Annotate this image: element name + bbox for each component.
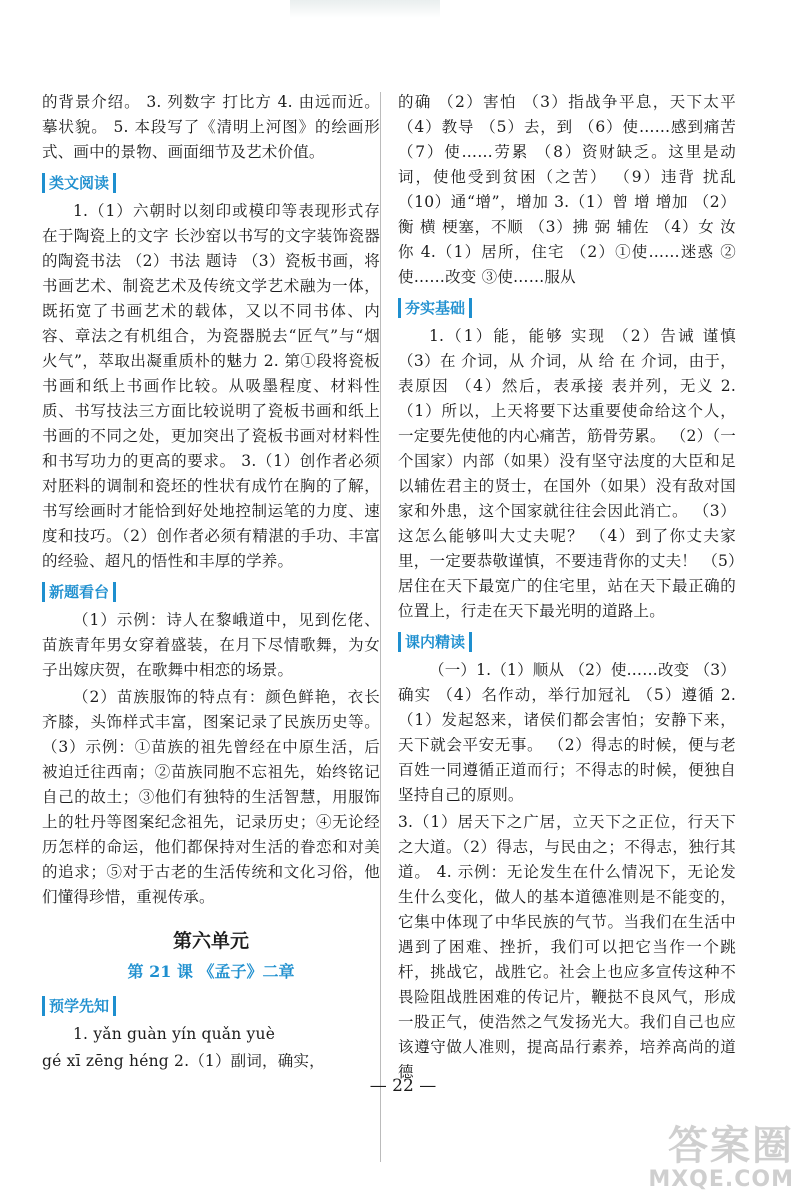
section-header-xinti: 新题看台 <box>42 582 116 602</box>
kenei-answers: （一）1.（1）顺从 （2）使……改变 （3）确实 （4）名作动，举行加冠礼 （5）遵循 2.（1）发起怒来，诸侯们都会害怕；安静下来，天下就会平安无事。 （2）得志的时候，便与老百姓一同遵循正道而行；不得志的时候，便独自坚持自己的原则。 <box>398 661 736 804</box>
section-header-yuxue: 预学先知 <box>42 996 116 1016</box>
continued-answers: 的确 （2）害怕 （3）指战争平息，天下太平 （4）教导 （5）去，到 （6）使……感到痛苦 （7）使……劳累 （8）资财缺乏。这里是动词，使他受到贫困（之苦） （9）违背 扰乱 （10）通“增”，增加 3.（1）曾 增 增加 （2）衡 横 梗塞，不顺 （3）拂 弼 辅佐 （4）女 汝 你 4.（1）居所，住宅 （2）①使……迷惑 ②使……改变 ③使……服从 <box>398 93 736 286</box>
intro-paragraph: 的背景介绍。 3. 列数字 打比方 4. 由远而近。 摹状貌。 5. 本段写了《清明上河图》的绘画形式、画中的景物、画面细节及艺术价值。 <box>42 93 380 161</box>
section-header-duoshi: 夯实基础 <box>398 298 472 318</box>
left-column <box>42 90 380 1076</box>
column-divider <box>380 92 381 1162</box>
watermark-url: MXQE.COM <box>648 1167 794 1192</box>
pinyin-line-2: gé xī zēng héng 2.（1）副词，确实， <box>42 1052 325 1070</box>
xinti-answer-2: （2）苗族服饰的特点有：颜色鲜艳，衣长齐膝，头饰样式丰富，图案记录了民族历史等。 （3）示例：①苗族的祖先曾经在中原生活，后被迫迁往西南；②苗族同胞不忘祖先，始终铭记自己的故土；③他们有独特的生活智慧，用服饰上的牡丹等图案纪念祖先，记录历史；④无论经历怎样的命运，他们都保持对生活的眷恋和对美的追求；⑤对于古老的生活传统和文化习俗，他们懂得珍惜，重视传承。 <box>42 688 380 906</box>
page-number: — 22 — <box>369 1076 437 1096</box>
xinti-answer-1: （1）示例：诗人在黎峨道中，见到仡佬、苗族青年男女穿着盛装，在月下尽情歌舞，为女子出嫁庆贺，在歌舞中相恋的场景。 <box>42 611 380 679</box>
duoshi-answers: 1.（1）能，能够 实现 （2）告诫 谨慎 （3）在 介词，从 介词，从 给 在 介词，由于，表原因 （4）然后，表承接 表并列，无义 2.（1）所以，上天将要下达重要使命给这个人，一定要先使他的内心痛苦，筋骨劳累。 （2）（一个国家）内部（如果）没有坚守法度的大臣和足以辅佐君主的贤士，在国外（如果）没有敌对国家和外患，这个国家就往往会因此消亡。 （3）这怎么能够叫大丈夫呢？ （4）到了你丈夫家里，一定要恭敬谨慎，不要违背你的丈夫！ （5）居住在天下最宽广的住宅里，站在天下最正确的位置上，行走在天下最光明的道路上。 <box>398 327 736 620</box>
right-column <box>398 90 736 1087</box>
kenei-answers-3: 3.（1）居天下之广居，立天下之正位，行天下之大道。（2）得志，与民由之；不得志，独行其道。 4. 示例：无论发生在什么情况下，无论发生什么变化，做人的基本道德准则是不能变的，它集中体现了中华民族的气节。当我们在生活中遇到了困难、挫折，我们可以把它当作一个跳杆，挑战它，战胜它。社会上也应多宣传这种不畏险阻战胜困难的传记片，鞭挞不良风气，形成一股正气，使浩然之气发扬光大。我们自己也应该遵守做人准则，提高品行素养，培养高尚的道德 <box>398 813 736 1081</box>
pinyin-line-1: 1. yǎn guàn yín quǎn yuè <box>73 1025 276 1043</box>
section-header-leiwen: 类文阅读 <box>42 173 116 193</box>
unit-title: 第六单元 <box>172 930 249 952</box>
site-watermark <box>648 1125 794 1192</box>
lesson-title: 第 21 课 《孟子》二章 <box>127 962 295 981</box>
leiwen-answers: 1.（1）六朝时以刻印或模印等表现形式存在于陶瓷上的文字 长沙窑以书写的文字装饰瓷器的陶瓷书法 （2）书法 题诗 （3）瓷板书画，将书画艺术、制瓷艺术及传统文学艺术融为一体，既拓宽了书画艺术的载体，又以不同书体、内容、章法之有机组合，为瓷器脱去“匠气”与“烟火气”，萃取出凝重质朴的魅力 2. 第①段将瓷板书画和纸上书画作比较。从吸墨程度、材料性质、书写技法三方面比较说明了瓷板书画和纸上书画的不同之处，更加突出了瓷板书画对材料性和书写功力的更高的要求。 3.（1）创作者必须对胚料的调制和瓷坯的性状有成竹在胸的了解，书写绘画时才能恰到好处地控制运笔的力度、速度和技巧。（2）创作者必须有精湛的手功、丰富的经验、超凡的悟性和丰厚的学养。 <box>42 202 380 570</box>
watermark-logo-text: 答案圈 <box>668 1123 794 1169</box>
top-scan-smudge <box>290 0 440 18</box>
section-header-kenei: 课内精读 <box>398 632 472 652</box>
